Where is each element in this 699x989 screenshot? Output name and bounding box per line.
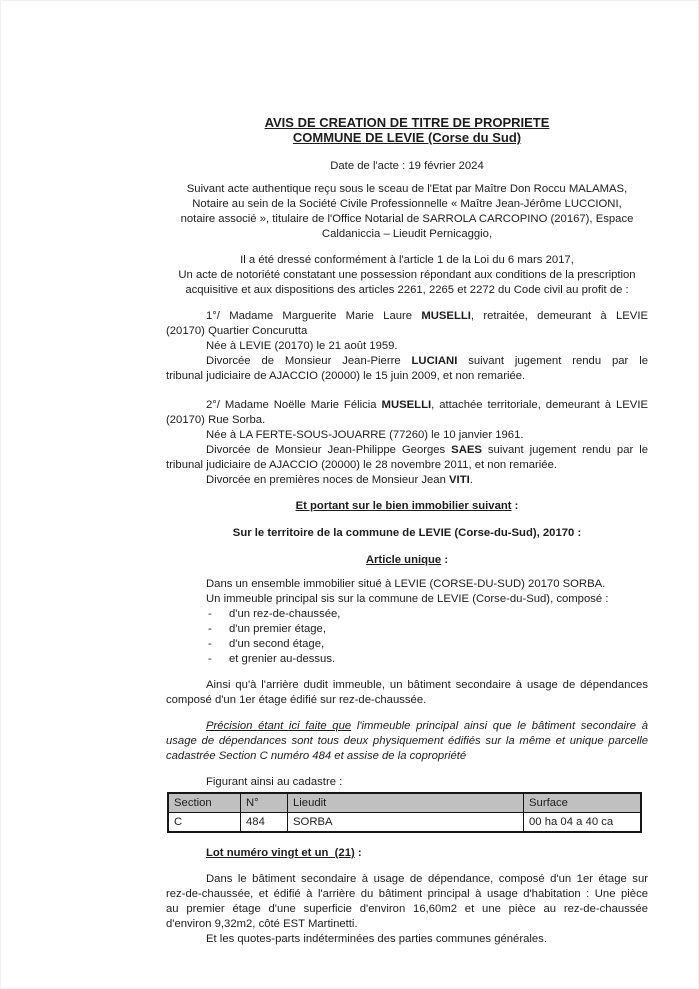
text-line (166, 354, 648, 369)
text-line (166, 607, 648, 622)
text-run: Suivant acte authentique reçu sous le sceau de l'Etat par Maître Don Roccu MALAMAS, (186, 183, 628, 195)
table-header-row (168, 793, 641, 813)
text-run: - (208, 608, 212, 620)
text-line (166, 413, 648, 428)
text-run: tribunal judiciaire de AJACCIO (20000) le 15 juin 2009, et non remariée. (166, 370, 526, 382)
text-run: Un acte de notoriété constatant une possession répondant aux conditions de la prescription (178, 269, 636, 281)
text-line (166, 932, 648, 947)
text-run: . (469, 474, 473, 486)
text-run: d'environ 9,32m2, côté EST Martinetti. (166, 918, 358, 930)
cadastre-table (167, 792, 642, 833)
text-run: SAES (451, 444, 482, 456)
text-run: MUSELLI (421, 310, 471, 322)
text-run: acquisitive et aux dispositions des articles 2261, 2265 et 2272 du Code civil au profit de : (185, 284, 629, 296)
text-run: - (208, 638, 212, 650)
text-run: , retraitée, demeurant à LEVIE (470, 310, 648, 322)
text-line (166, 622, 648, 637)
text-run: - (208, 623, 212, 635)
text-line (166, 719, 648, 734)
document-content (166, 115, 648, 958)
text-line (166, 130, 648, 145)
text-run: 2°/ Madame Noëlle Marie Félicia (206, 399, 382, 411)
text-run: , attachée territoriale, demeurant à LEVIE (431, 399, 648, 411)
heading-article (166, 553, 648, 568)
text-line (166, 182, 648, 197)
text-run: Née à LA FERTE-SOUS-JOUARRE (77260) le 10 janvier 1961. (206, 429, 524, 441)
text-run: VITI (449, 474, 470, 486)
text-run: Dans un ensemble immobilier situé à LEVIE (CORSE-DU-SUD) 20170 SORBA. (206, 578, 606, 590)
heading-territory (166, 526, 648, 541)
party-1 (166, 309, 648, 384)
text-line (166, 253, 648, 268)
table-row (168, 813, 641, 833)
text-line (166, 309, 648, 324)
text-run: d'un premier étage, (229, 623, 326, 635)
text-run: rez-de-chaussée, et édifié à l'arrière du bâtiment principal à usage d'habitation : Une pièce (166, 888, 648, 900)
text-run: Il a été dressé conformément à l'article 1 de la Loi du 6 mars 2017, (240, 254, 574, 266)
text-run: Dans le bâtiment secondaire à usage de dépendance, composé d'un 1er étage sur (206, 873, 648, 885)
text-run: - (208, 653, 212, 665)
text-run: au premier étage d'une superficie d'environ 16,60m2 et une pièce au rez-de-chaussée (166, 903, 648, 915)
text-run: Née à LEVIE (20170) le 21 août 1959. (206, 340, 398, 352)
text-run: : (441, 554, 449, 566)
text-run: suivant jugement rendu par le (457, 355, 648, 367)
text-line (166, 775, 648, 790)
text-run: suivant jugement rendu par le (481, 444, 648, 456)
table-cell: 484 (241, 813, 288, 833)
text-run: notaire associé », titulaire de l'Office Notarial de SARROLA CARCOPINO (20167), Espace (180, 213, 634, 225)
text-line (166, 917, 648, 932)
text-line (166, 678, 648, 693)
building-description (166, 577, 648, 667)
text-line (166, 526, 648, 541)
text-run: et grenier au-dessus. (229, 653, 336, 665)
text-line (166, 887, 648, 902)
cadastre-intro (166, 775, 648, 790)
text-line (166, 592, 648, 607)
text-run: Notaire au sein de la Société Civile Professionnelle « Maître Jean-Jérôme LUCCIONI, (192, 198, 622, 210)
table-cell: SORBA (288, 813, 524, 833)
text-line (166, 324, 648, 339)
text-line (166, 499, 648, 514)
text-run: (20170) Quartier Concurutta (166, 325, 308, 337)
text-run: l'immeuble principal ainsi que le bâtiment secondaire à (351, 720, 648, 732)
text-run: Figurant ainsi au cadastre : (206, 776, 343, 788)
text-line (166, 398, 648, 413)
text-run: 1°/ Madame Marguerite Marie Laure (206, 310, 422, 322)
table-cell: 00 ha 04 a 40 ca (524, 813, 642, 833)
text-run: Lot numéro vingt et un (21) (206, 847, 355, 859)
act-date: Date de l'acte : 19 février 2024 (330, 160, 484, 172)
text-line (166, 553, 648, 568)
text-run: Un immeuble principal sis sur la commune de LEVIE (Corse-du-Sud), composé : (206, 593, 609, 605)
text-line (166, 227, 648, 242)
precision-paragraph (166, 719, 648, 764)
party-2 (166, 398, 648, 488)
text-line (166, 268, 648, 283)
text-run: : (354, 847, 362, 859)
text-run: Et les quotes-parts indéterminées des parties communes générales. (206, 933, 547, 945)
text-run: MUSELLI (381, 399, 432, 411)
title-line-1: AVIS DE CREATION DE TITRE DE PROPRIETE (264, 115, 550, 130)
text-run: d'un second étage, (229, 638, 325, 650)
text-run: usage de dépendances sont tous deux physiquement édifiés sur la même et unique parcelle (166, 735, 648, 747)
text-run: Divorcée de Monsieur Jean-Philippe Georges (206, 444, 452, 456)
table-cell: C (168, 813, 241, 833)
text-line (166, 902, 648, 917)
document-body (166, 182, 648, 947)
doc-title (166, 115, 648, 145)
text-run: tribunal judiciaire de AJACCIO (20000) le 28 novembre 2011, et non remariée. (166, 459, 558, 471)
text-run: : (511, 500, 519, 512)
text-run: Sur le territoire de la commune de LEVIE (Corse-du-Sud), 20170 : (232, 527, 582, 539)
text-line (166, 443, 648, 458)
table-header-cell: Surface (524, 793, 642, 813)
text-run: Caldaniccia – Lieudit Pernicaggio, (321, 228, 493, 240)
text-run: Et portant sur le bien immobilier suivant (295, 500, 512, 512)
table-header-cell: Lieudit (288, 793, 524, 813)
text-run: cadastrée Section C numéro 484 et assise de la copropriété (166, 750, 467, 762)
text-run: Précision étant ici faite que (206, 720, 352, 732)
text-line (166, 339, 648, 354)
text-run: Divorcée en premières noces de Monsieur Jean (206, 474, 450, 486)
text-line (166, 369, 648, 384)
text-line (166, 652, 648, 667)
text-run: composé d'un 1er étage édifié sur rez-de-chaussée. (166, 694, 427, 706)
text-run: d'un rez-de-chaussée, (229, 608, 341, 620)
text-line (166, 197, 648, 212)
title-line-2: COMMUNE DE LEVIE (Corse du Sud) (292, 130, 522, 145)
table-header-cell: N° (241, 793, 288, 813)
text-line (166, 428, 648, 443)
text-line (166, 458, 648, 473)
rear-building-paragraph (166, 678, 648, 708)
text-run: Divorcée de Monsieur Jean-Pierre (206, 355, 412, 367)
table-header-cell: Section (168, 793, 241, 813)
text-line (166, 577, 648, 592)
text-line (166, 846, 648, 861)
heading-lot-21 (166, 846, 648, 861)
text-line (166, 693, 648, 708)
text-run: LUCIANI (411, 355, 458, 367)
date-line (166, 159, 648, 174)
text-line (166, 872, 648, 887)
text-line (166, 749, 648, 764)
lot-description (166, 872, 648, 947)
heading-property (166, 499, 648, 514)
text-run: Ainsi qu'à l'arrière dudit immeuble, un bâtiment secondaire à usage de dépendances (206, 679, 648, 691)
text-run: (20170) Rue Sorba. (166, 414, 266, 426)
text-run: Article unique (365, 554, 442, 566)
text-line (166, 473, 648, 488)
text-line (166, 283, 648, 298)
opening-paragraph (166, 182, 648, 242)
text-line (166, 637, 648, 652)
text-line (166, 734, 648, 749)
text-line (166, 115, 648, 130)
act-paragraph (166, 253, 648, 298)
text-line (166, 212, 648, 227)
text-line (166, 159, 648, 174)
